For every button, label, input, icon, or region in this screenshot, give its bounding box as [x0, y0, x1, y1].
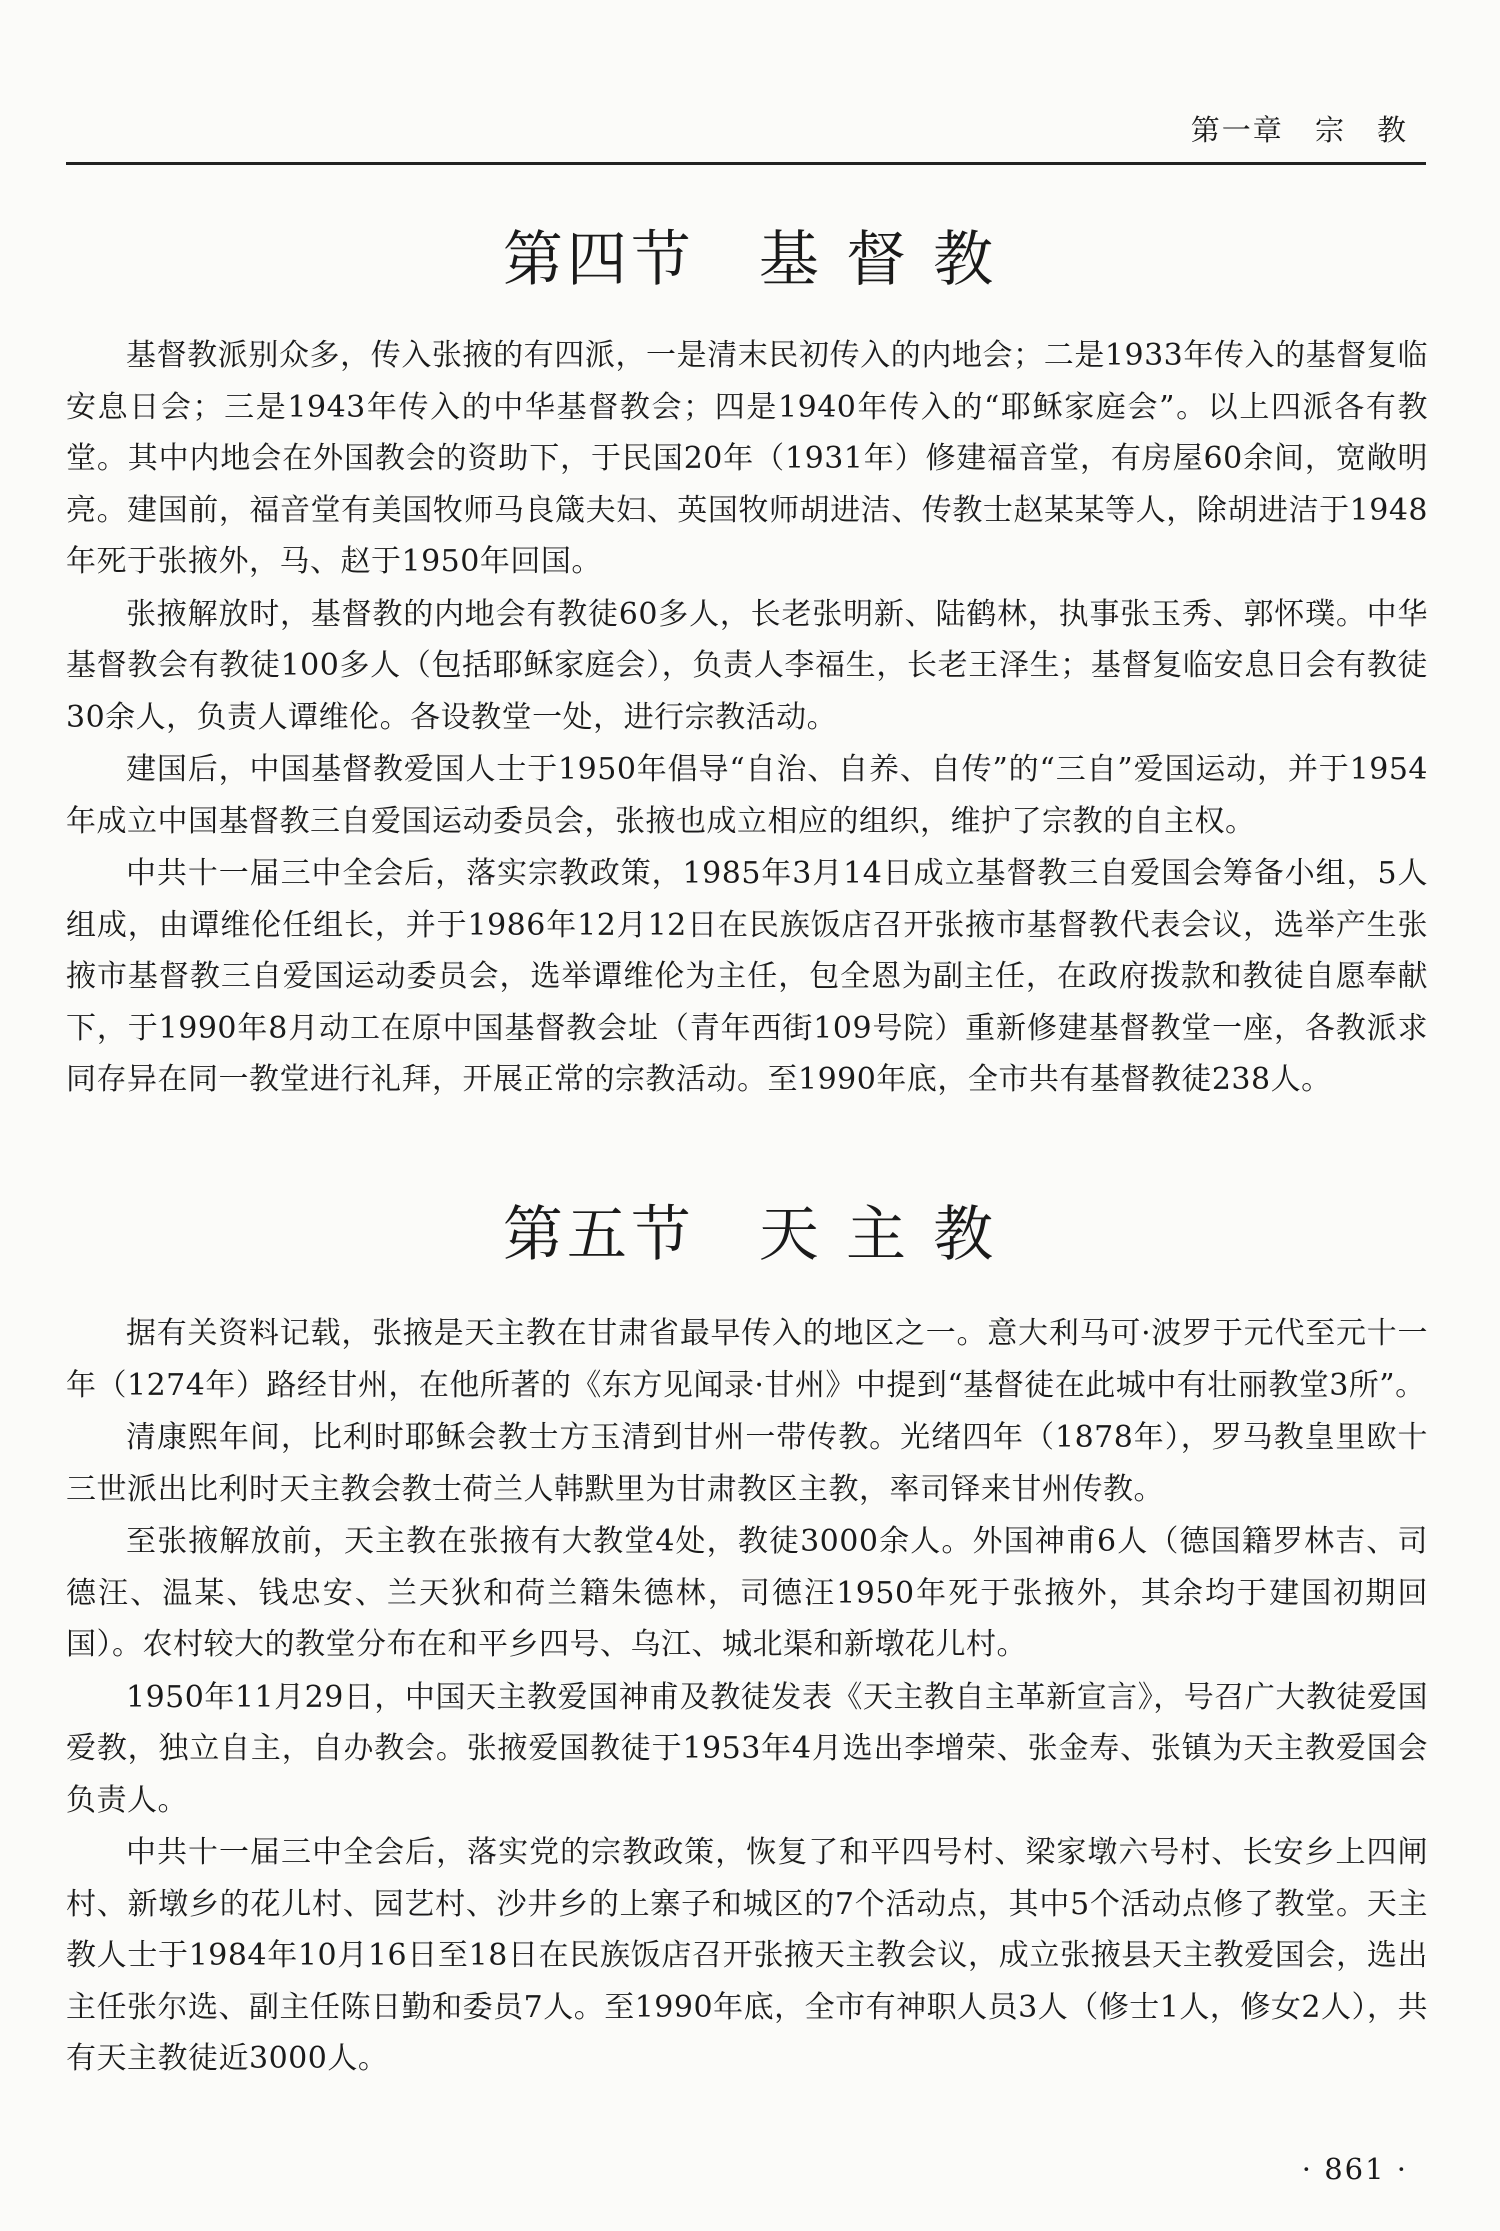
section-body-christianity [66, 330, 1428, 1106]
paragraph: 基督教派别众多，传入张掖的有四派，一是清末民初传入的内地会；二是1933年传入的基督复临安息日会；三是1943年传入的中华基督教会；四是1940年传入的“耶稣家庭会”。以上四派各有教堂。其中内地会在外国教会的资助下，于民国20年（1931年）修建福音堂，有房屋60余间，宽敞明亮。建国前，福音堂有美国牧师马良箴夫妇、英国牧师胡进洁、传教士赵某某等人，除胡进洁于1948年死于张掖外，马、赵于1950年回国。 [66, 338, 1428, 579]
paragraph: 中共十一届三中全会后，落实宗教政策，1985年3月14日成立基督教三自爱国会筹备小组，5人组成，由谭维伦任组长，并于1986年12月12日在民族饭店召开张掖市基督教代表会议，选举产生张掖市基督教三自爱国运动委员会，选举谭维伦为主任，包全恩为副主任，在政府拨款和教徒自愿奉献下，于1990年8月动工在原中国基督教会址（青年西街109号院）重新修建基督教堂一座，各教派求同存异在同一教堂进行礼拜，开展正常的宗教活动。至1990年底，全市共有基督教徒238人。 [66, 856, 1428, 1097]
paragraph: 中共十一届三中全会后，落实党的宗教政策，恢复了和平四号村、梁家墩六号村、长安乡上四闸村、新墩乡的花儿村、园艺村、沙井乡的上寨子和城区的7个活动点，其中5个活动点修了教堂。天主教人士于1984年10月16日至18日在民族饭店召开张掖天主教会议，成立张掖县天主教爱国会，选出主任张尔选、副主任陈日勤和委员7人。至1990年底，全市有神职人员3人（修士1人，修女2人），共有天主教徒近3000人。 [66, 1835, 1428, 2076]
page-number: · 861 · [1301, 2152, 1408, 2186]
section-title-christianity: 第四节 基 督 教 [502, 225, 998, 295]
paragraph: 至张掖解放前，天主教在张掖有大教堂4处，教徒3000余人。外国神甫6人（德国籍罗林吉、司德汪、温某、钱忠安、兰天狄和荷兰籍朱德林，司德汪1950年死于张掖外，其余均于建国初期回国）。农村较大的教堂分布在和平乡四号、乌江、城北渠和新墩花儿村。 [66, 1524, 1428, 1662]
paragraph: 据有关资料记载，张掖是天主教在甘肃省最早传入的地区之一。意大利马可·波罗于元代至元十一年（1274年）路经甘州，在他所著的《东方见闻录·甘州》中提到“基督徒在此城中有壮丽教堂3所”。 [66, 1316, 1428, 1403]
running-head-chapter: 第一章 宗 教 [1190, 113, 1408, 147]
paragraph: 1950年11月29日，中国天主教爱国神甫及教徒发表《天主教自主革新宣言》，号召广大教徒爱国爱教，独立自主，自办教会。张掖爱国教徒于1953年4月选出李增荣、张金寿、张镇为天主教爱国会负责人。 [66, 1679, 1428, 1818]
header-divider [66, 162, 1426, 165]
paragraph: 张掖解放时，基督教的内地会有教徒60多人，长老张明新、陆鹤林，执事张玉秀、郭怀璞。中华基督教会有教徒100多人（包括耶稣家庭会），负责人李福生，长老王泽生；基督复临安息日会有教徒30余人，负责人谭维伦。各设教堂一处，进行宗教活动。 [66, 596, 1428, 735]
section-body-catholicism [66, 1308, 1428, 2085]
paragraph: 清康熙年间，比利时耶稣会教士方玉清到甘州一带传教。光绪四年（1878年），罗马教皇里欧十三世派出比利时天主教会教士荷兰人韩默里为甘肃教区主教，率司铎来甘州传教。 [66, 1420, 1428, 1507]
section-title-catholicism: 第五节 天 主 教 [502, 1200, 998, 1270]
paragraph: 建国后，中国基督教爱国人士于1950年倡导“自治、自养、自传”的“三自”爱国运动，并于1954年成立中国基督教三自爱国运动委员会，张掖也成立相应的组织，维护了宗教的自主权。 [66, 752, 1428, 839]
